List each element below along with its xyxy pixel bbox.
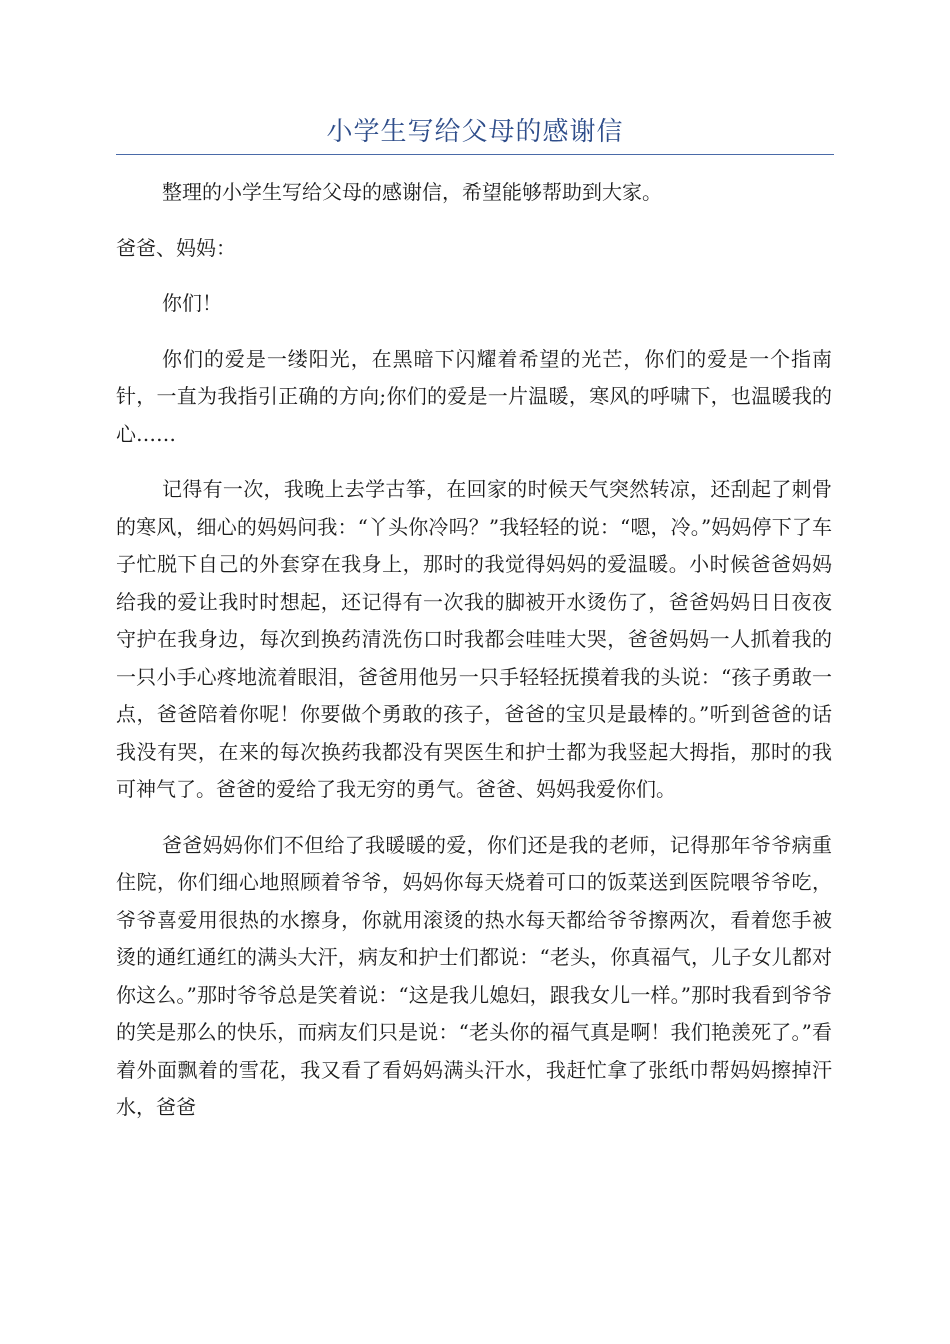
salutation: 爸爸、妈妈： xyxy=(116,235,236,260)
title-underline xyxy=(116,154,834,155)
document-body xyxy=(116,174,832,1145)
greeting-line: 你们！ xyxy=(162,291,222,315)
document-title: 小学生写给父母的感谢信 xyxy=(326,117,624,147)
intro-paragraph: 整理的小学生写给父母的感谢信，希望能够帮助到大家。 xyxy=(162,180,662,204)
body-paragraph: 爸爸妈妈你们不但给了我暖暖的爱，你们还是我的老师，记得那年爷爷病重住院，你们细心地照顾着爷爷，妈妈你每天烧着可口的饭菜送到医院喂爷爷吃，爷爷喜爱用很热的水擦身，你就用滚烫的热水每天都给爷爷擦两次，看着您手被烫的通红通红的满头大汗，病友和护士们都说：“老头，你真福气，儿子女儿都对你这么。”那时爷爷总是笑着说：“这是我儿媳妇，跟我女儿一样。”那时我看到爷爷的笑是那么的快乐，而病友们只是说：“老头你的福气真是啊！我们艳羡死了。”看着外面飘着的雪花，我又看了看妈妈满头汗水，我赶忙拿了张纸巾帮妈妈擦掉汗水，爸爸 xyxy=(116,832,832,1119)
body-paragraph: 你们的爱是一缕阳光，在黑暗下闪耀着希望的光芒，你们的爱是一个指南针，一直为我指引正确的方向;你们的爱是一片温暖，寒风的呼啸下，也温暖我的心…… xyxy=(116,346,832,446)
body-paragraph: 记得有一次，我晚上去学古筝，在回家的时候天气突然转凉，还刮起了刺骨的寒风，细心的妈妈问我：“丫头你冷吗？”我轻轻的说：“嗯，冷。”妈妈停下了车子忙脱下自己的外套穿在我身上，那时的我觉得妈妈的爱温暖。小时候爸爸妈妈给我的爱让我时时想起，还记得有一次我的脚被开水烫伤了，爸爸妈妈日日夜夜守护在我身边，每次到换药清洗伤口时我都会哇哇大哭，爸爸妈妈一人抓着我的一只小手心疼地流着眼泪，爸爸用他另一只手轻轻抚摸着我的头说：“孩子勇敢一点，爸爸陪着你呢！你要做个勇敢的孩子，爸爸的宝贝是最棒的。”听到爸爸的话我没有哭，在来的每次换药我都没有哭医生和护士都为我竖起大拇指，那时的我可神气了。爸爸的爱给了我无穷的勇气。爸爸、妈妈我爱你们。 xyxy=(116,477,832,801)
